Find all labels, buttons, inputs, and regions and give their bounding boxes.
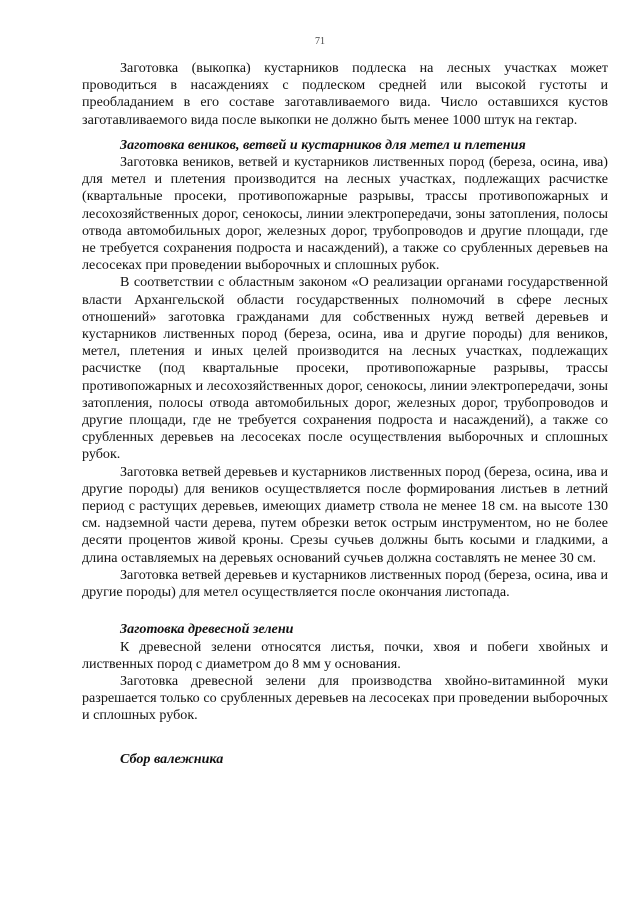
paragraph-brooms-clearing: Заготовка веников, ветвей и кустарников лиственных пород (береза, осина, ива) для метел и плетения производится на лесных участках, подлежащих расчистке (квартальные просеки, противопожарные разрывы, трассы противопожарных и лесохозяйственных дорог, сенокосы, линии электропередачи, зоны затопления, полосы отвода автомобильных дорог, железных дорог, трубопроводов и другие площади, где не требуется сохранения подроста и насаждений), а также со срубленных деревьев на лесосеках при проведении выборочных и сплошных рубок. xyxy=(82,154,608,274)
paragraph-shrub-digging: Заготовка (выкопка) кустарников подлеска на лесных участках может проводиться в насаждениях с подлеском средней или высокой густоты и преобладанием в его составе заготавливаемого вида. Число оставшихся кустов заготавливаемого вида после выкопки не должно быть менее 1000 штук на гектар. xyxy=(82,60,608,128)
paragraph-brooms-summer: Заготовка ветвей деревьев и кустарников лиственных пород (береза, осина, ива и другие породы) для веников осуществляется после формирования листьев в летний период с растущих деревьев, имеющих диаметр ствола не менее 18 см. на высоте 130 см. надземной части дерева, путем обрезки веток острым инструментом, но не более десяти процентов живой кроны. Срезы сучьев должны быть косыми и гладкими, а длина оставляемых на деревьях оснований сучьев должна составлять не менее 30 см. xyxy=(82,463,608,566)
heading-deadwood-collection: Сбор валежника xyxy=(120,750,224,767)
paragraph-greenery-flour: Заготовка древесной зелени для производства хвойно-витаминной муки разрешается только со срубленных деревьев на лесосеках при проведении выборочных и сплошных рубок. xyxy=(82,672,608,724)
heading-brooms-branches: Заготовка веников, ветвей и кустарников для метел и плетения xyxy=(120,136,526,153)
paragraph-greenery-definition: К древесной зелени относятся листья, почки, хвоя и побеги хвойных и лиственных пород с диаметром до 8 мм у основания. xyxy=(82,638,608,672)
page-number: 71 xyxy=(315,36,325,47)
heading-tree-greenery: Заготовка древесной зелени xyxy=(120,621,294,638)
paragraph-brooms-leaf-fall: Заготовка ветвей деревьев и кустарников лиственных пород (береза, осина, ива и другие породы) для метел осуществляется после окончания листопада. xyxy=(82,566,608,601)
paragraph-regional-law: В соответствии с областным законом «О реализации органами государственной власти Архангельской области государственных полномочий в сфере лесных отношений» заготовка гражданами для собственных нужд ветвей деревьев и кустарников лиственных пород (береза, осина, ива и другие породы) для веников, метел, плетения и иных целей производится на лесных участках, подлежащих расчистке (под квартальные просеки, противопожарные разрывы, трассы противопожарных и лесохозяйственных дорог, сенокосы, линии электропередачи, зоны затопления, полосы отвода автомобильных дорог, железных дорог, трубопроводов и другие площади, где не требуется сохранения подроста и насаждений), а также со срубленных деревьев на лесосеках после осуществления выборочных и сплошных рубок. xyxy=(82,274,608,463)
